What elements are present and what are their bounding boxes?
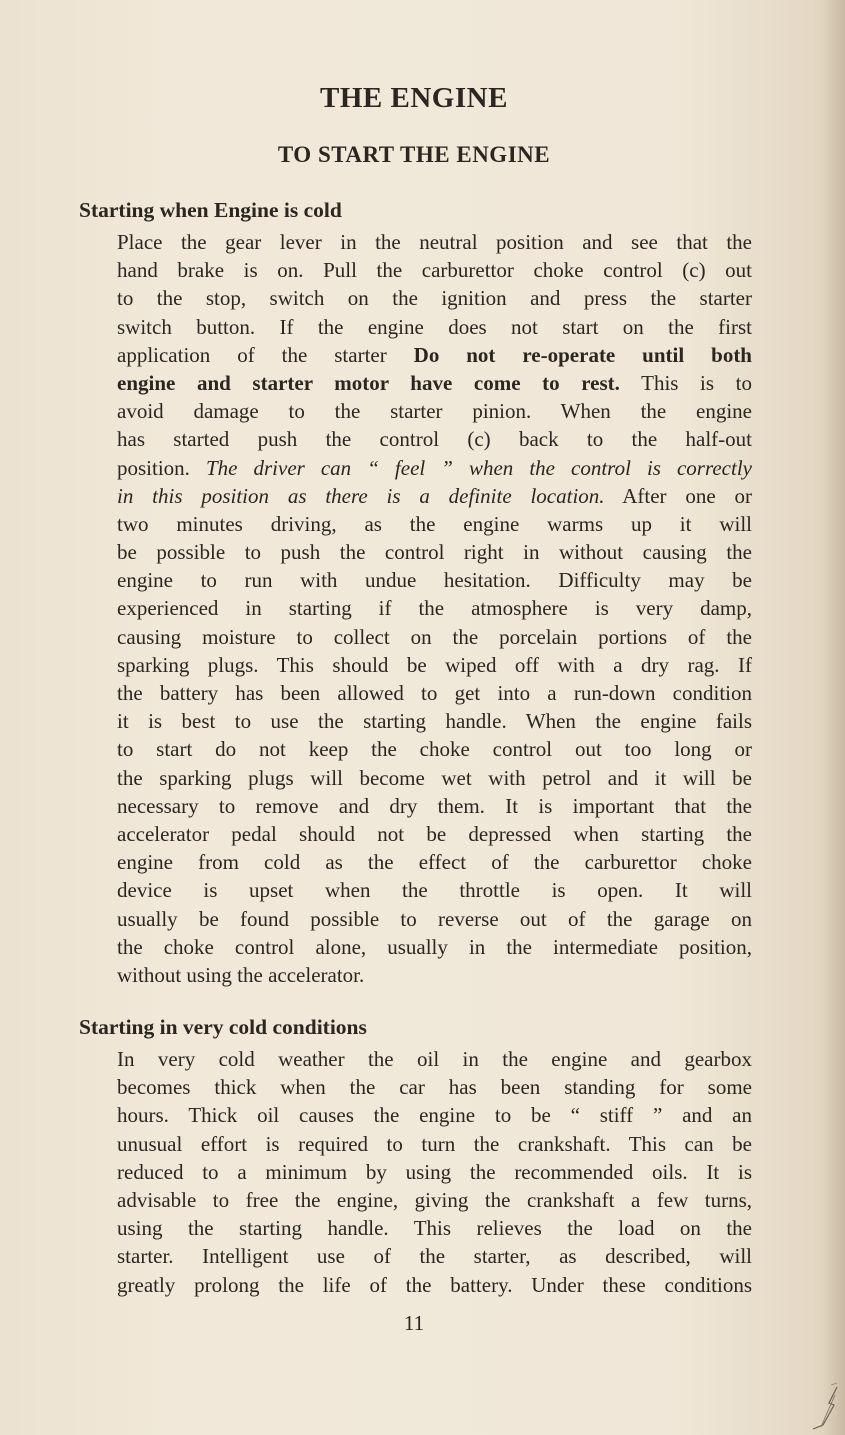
text-line: engine and starter motor have come to rest. This is to xyxy=(117,370,752,395)
text-line: using the starting handle. This relieves the load on the xyxy=(117,1216,752,1241)
text-line: two minutes driving, as the engine warms up it will xyxy=(117,511,752,536)
text-line: greatly prolong the life of the battery. Under these conditions xyxy=(117,1272,752,1297)
text-line: to the stop, switch on the ignition and press the starter xyxy=(117,286,752,311)
page-corner-mark xyxy=(801,1381,839,1431)
text-line: avoid damage to the starter pinion. When the engine xyxy=(117,399,752,424)
text-line: In very cold weather the oil in the engine and gearbox xyxy=(117,1047,752,1071)
text-line: the battery has been allowed to get into a run-down condition xyxy=(117,681,752,705)
text-line: device is upset when the throttle is open. It will xyxy=(117,878,752,903)
text-line: switch button. If the engine does not start on the first xyxy=(117,314,752,339)
text-line: advisable to free the engine, giving the crankshaft a few turns, xyxy=(117,1187,752,1212)
text-line: starter. Intelligent use of the starter, as described, will xyxy=(117,1244,752,1269)
text-line: necessary to remove and dry them. It is important that the xyxy=(117,793,752,818)
section-body-very-cold xyxy=(117,1045,752,1299)
text-line: engine to run with undue hesitation. Difficulty may be xyxy=(117,568,752,593)
text-line: usually be found possible to reverse out of the garage on xyxy=(117,906,752,931)
text-line: has started push the control (c) back to the half-out xyxy=(117,427,752,452)
bold-warning-text: Do not re-operate until both xyxy=(413,342,752,367)
text-line: be possible to push the control right in without causing the xyxy=(117,540,752,565)
text-line: the choke control alone, usually in the intermediate position, xyxy=(117,934,752,959)
text-line: engine from cold as the effect of the carburettor choke xyxy=(117,850,752,875)
text-line: application of the starter Do not re-operate until both xyxy=(117,342,752,367)
text-line: accelerator pedal should not be depressed when starting the xyxy=(117,821,752,846)
bold-warning-text: engine and starter motor have come to rest. xyxy=(117,370,620,395)
text-line: Place the gear lever in the neutral position and see that the xyxy=(117,230,752,254)
italic-note-text: in this position as there is a definite location. xyxy=(117,483,605,508)
section-heading-cold-engine: Starting when Engine is cold xyxy=(79,198,342,222)
page-number: 11 xyxy=(403,1311,425,1335)
text-line: position. The driver can “ feel ” when the control is correctly xyxy=(117,455,752,480)
text-line: hours. Thick oil causes the engine to be “ stiff ” and an xyxy=(117,1103,752,1128)
text-line: it is best to use the starting handle. When the engine fails xyxy=(117,709,752,734)
text-line: causing moisture to collect on the porcelain portions of the xyxy=(117,624,752,649)
text-line: sparking plugs. This should be wiped off with a dry rag. If xyxy=(117,652,752,677)
text-line: without using the accelerator. xyxy=(117,962,365,987)
section-body-cold-engine xyxy=(117,228,752,989)
text-line: unusual effort is required to turn the crankshaft. This can be xyxy=(117,1131,752,1156)
section-heading-very-cold: Starting in very cold conditions xyxy=(79,1015,367,1039)
text-line: hand brake is on. Pull the carburettor choke control (c) out xyxy=(117,258,752,283)
text-line: becomes thick when the car has been standing for some xyxy=(117,1075,752,1100)
page-title: THE ENGINE xyxy=(320,82,508,114)
text-line: reduced to a minimum by using the recommended oils. It is xyxy=(117,1159,752,1184)
italic-note-text: The driver can “ feel ” when the control is correctly xyxy=(205,455,752,480)
text-line: in this position as there is a definite location. After one or xyxy=(117,483,752,508)
page-subtitle: TO START THE ENGINE xyxy=(277,142,551,167)
page-edge-shadow xyxy=(823,0,845,1435)
text-line: the sparking plugs will become wet with petrol and it will be xyxy=(117,765,752,790)
text-line: experienced in starting if the atmosphere is very damp, xyxy=(117,596,752,621)
text-line: to start do not keep the choke control out too long or xyxy=(117,737,752,762)
